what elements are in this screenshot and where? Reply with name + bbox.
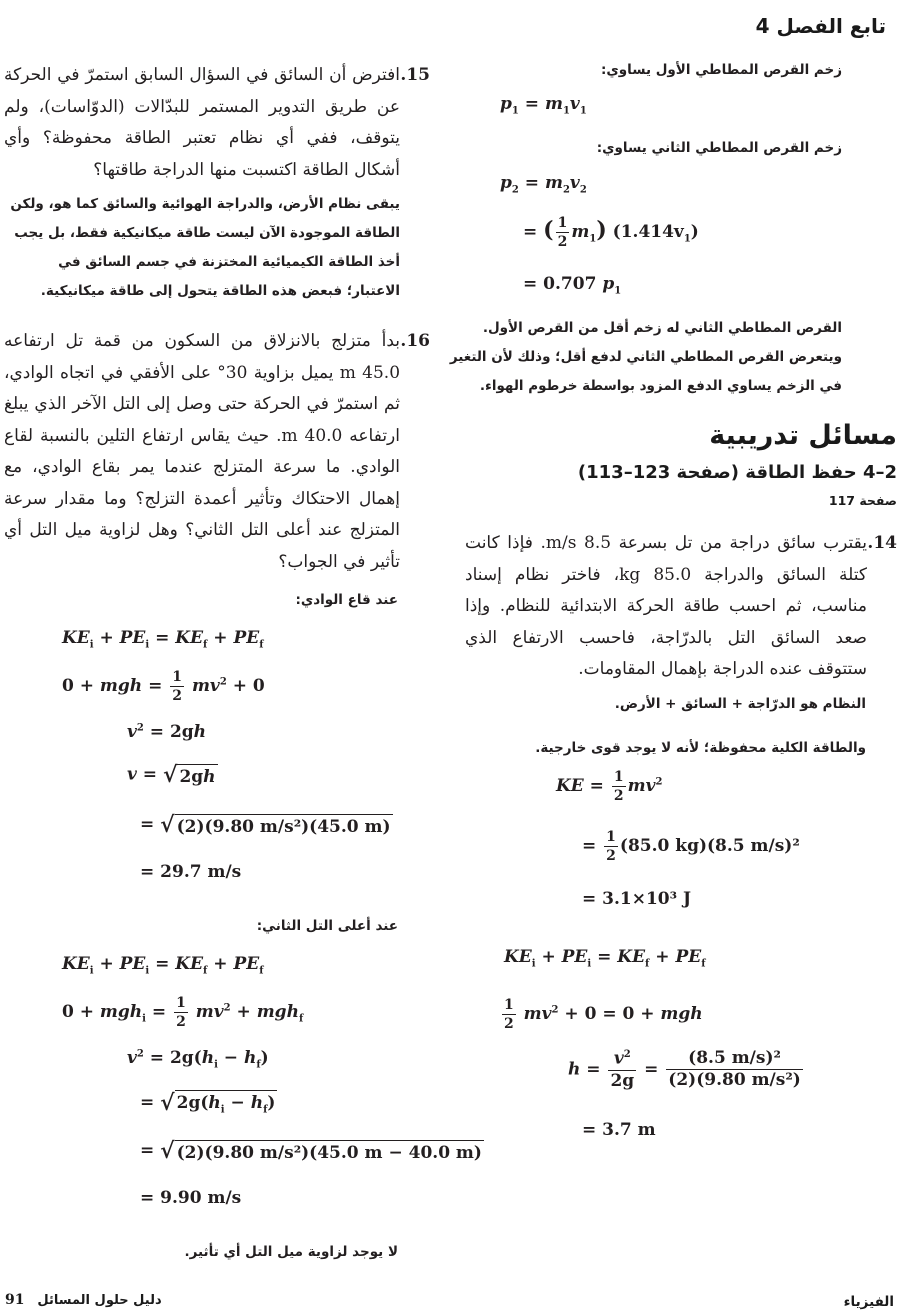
- question-16-text: بدأ متزلج بالانزلاق من السكون من قمة تل ارتفاعه 45.0 m يميل بزاوية 30° على الأفقي في اتجاه الوادي، ثم استمرّ في الحركة حتى وصل إلى التل الآخر الذي يبلغ ارتفاعه 40.0 m. حيث يقاس ارتفاع التلين بالنسبة لقاع الوادي. ما سرعة المتزلج عندما يمر بقاع الوادي، مع إهمال الاحتكاك وتأثير أعمدة التزلج؟ وما مقدار سرعة المتزلج عند أعلى التل الثاني؟ وهل لزاوية ميل التل أي تأثير في الجواب؟: [4, 331, 401, 572]
- section-subtitle: 2–4 حفظ الطاقة (صفحة 123–113): [577, 462, 897, 483]
- question-16-number: 16.: [400, 331, 430, 351]
- eq-v2-valley: $v^2 = 2gh$: [127, 722, 207, 742]
- eq-v-hill-sub: = √ (2)(9.80 m/s²)(45.0 m − 40.0 m): [140, 1138, 482, 1164]
- q14-conserved: والطاقة الكلية محفوظة؛ لأنه لا يوجد قوى خارجية.: [535, 740, 866, 756]
- chapter-title: تابع الفصل 4: [755, 14, 886, 38]
- eq-v-hill: = √ $2g(h_i - h_f)$: [140, 1090, 276, 1116]
- eq-energy-cons-14: $KE_i + PE_i = KE_f + PE_f$: [504, 947, 706, 970]
- eq-v-valley-sub: = √ (2)(9.80 m/s²)(45.0 m): [140, 812, 391, 838]
- question-14-text: يقترب سائق دراجة من تل بسرعة 8.5 m/s. فإذا كانت كتلة السائق والدراجة 85.0 kg، فاختر نظام إسناد مناسب، ثم احسب طاقة الحركة الابتدائية للنظام. وإذا صعد السائق التل بالدرّاجة، فاحسب الارتفاع الذي ستتوقف عنده الدراجة بإهمال المقاومات.: [465, 533, 867, 679]
- eq-height-result: = 3.7 m: [582, 1120, 656, 1140]
- eq-height: h = $\frac{v^2}{2g}$ = $\frac{\text{(8.5 m/s)²}}{\text{(2)(9.80 m/s²)}}$: [568, 1048, 801, 1091]
- eq-v-hill-result: = 9.90 m/s: [140, 1188, 242, 1208]
- q15-answer: يبقى نظام الأرض، والدراجة الهوائية والسائق كما هو، ولكن الطاقة الموجودة الآن ليست طاقة ميكانيكية فقط، بل يجب أخذ الطاقة الكيميائية المختزنة في جسم السائق في الاعتبار؛ فبعض هذه الطاقة يتحول إلى طاقة ميكانيكية.: [10, 196, 400, 299]
- question-16: [4, 326, 430, 578]
- q14-system: النظام هو الدرّاجة + السائق + الأرض.: [614, 696, 866, 712]
- momentum-second-label: زخم القرص المطاطي الثاني يساوي:: [596, 140, 842, 156]
- eq-v-valley: v = √ 2gh: [127, 762, 216, 788]
- question-15-text: افترض أن السائق في السؤال السابق استمرّ في الحركة عن طريق التدوير المستمر للبدّالات (الدوّاسات)، ولم يتوقف، ففي أي نظام تعتبر الطاقة محفوظة؟ وأي أشكال الطاقة اكتسبت منها الدراجة طاقتها؟: [4, 65, 400, 180]
- eq-ke-result: = 3.1×10³ J: [582, 889, 692, 909]
- question-14: [465, 528, 897, 686]
- page-number: 91: [5, 1292, 25, 1308]
- momentum-first-label: زخم القرص المطاطي الأول يساوي:: [600, 62, 842, 78]
- eq-p2: $p_2 = m_2v_2$: [500, 173, 587, 196]
- footer-subject: الفيزياء: [843, 1294, 894, 1310]
- eq-v2-hill: $v^2 = 2g(h_i - h_f)$: [127, 1048, 269, 1071]
- eq-ke-sub: = $\frac{1}{2}$ (85.0 kg)(8.5 m/s)²: [582, 829, 800, 864]
- eq-energy-sub-14: $\frac{1}{2}$ $mv^2 + 0 = 0$ + mgh: [504, 997, 703, 1032]
- eq-ke: KE = $\frac{1}{2}$ $mv^2$: [556, 769, 663, 804]
- momentum-conclusion: القرص المطاطي الثاني له زخم أقل من القرص الأول. ويتعرض القرص المطاطي الثاني لدفع أقل؛ وذلك لأن التغير في الزخم يساوي الدفع المزود بواسطة خرطوم الهواء.: [449, 320, 842, 394]
- question-14-number: 14.: [867, 533, 897, 553]
- eq-p2-result: = 0.707 $p_1$: [523, 274, 622, 297]
- footer-book-title: دليل حلول المسائل: [37, 1293, 162, 1308]
- eq-v-valley-result: = 29.7 m/s: [140, 862, 242, 882]
- eq-energy-cons-16a: $KE_i + PE_i = KE_f + PE_f$: [62, 628, 264, 651]
- eq-p1: $p_1 = m_1v_1$: [500, 94, 587, 117]
- hill-label: عند أعلى التل الثاني:: [256, 918, 398, 934]
- section-title: مسائل تدريبية: [709, 420, 897, 451]
- eq-p2-sub: = ( $\frac{1}{2}$ $m_1$) $(1.414v_1)$: [523, 215, 699, 250]
- final-note: لا يوجد لزاوية ميل التل أي تأثير.: [184, 1244, 398, 1260]
- page-reference: صفحة 117: [828, 493, 897, 508]
- eq-energy-sub-16a: 0 + mgh = $\frac{1}{2}$ $mv^2 + 0$: [62, 669, 265, 704]
- valley-label: عند قاع الوادي:: [295, 592, 398, 608]
- footer-page: [5, 1292, 162, 1308]
- eq-energy-cons-16b: $KE_i + PE_i = KE_f + PE_f$: [62, 954, 264, 977]
- eq-energy-sub-16b: 0 + mgh$_i$ = $\frac{1}{2}$ $mv^2 + mgh_f$: [62, 995, 304, 1030]
- question-15: [4, 60, 430, 186]
- question-15-number: 15.: [400, 65, 430, 85]
